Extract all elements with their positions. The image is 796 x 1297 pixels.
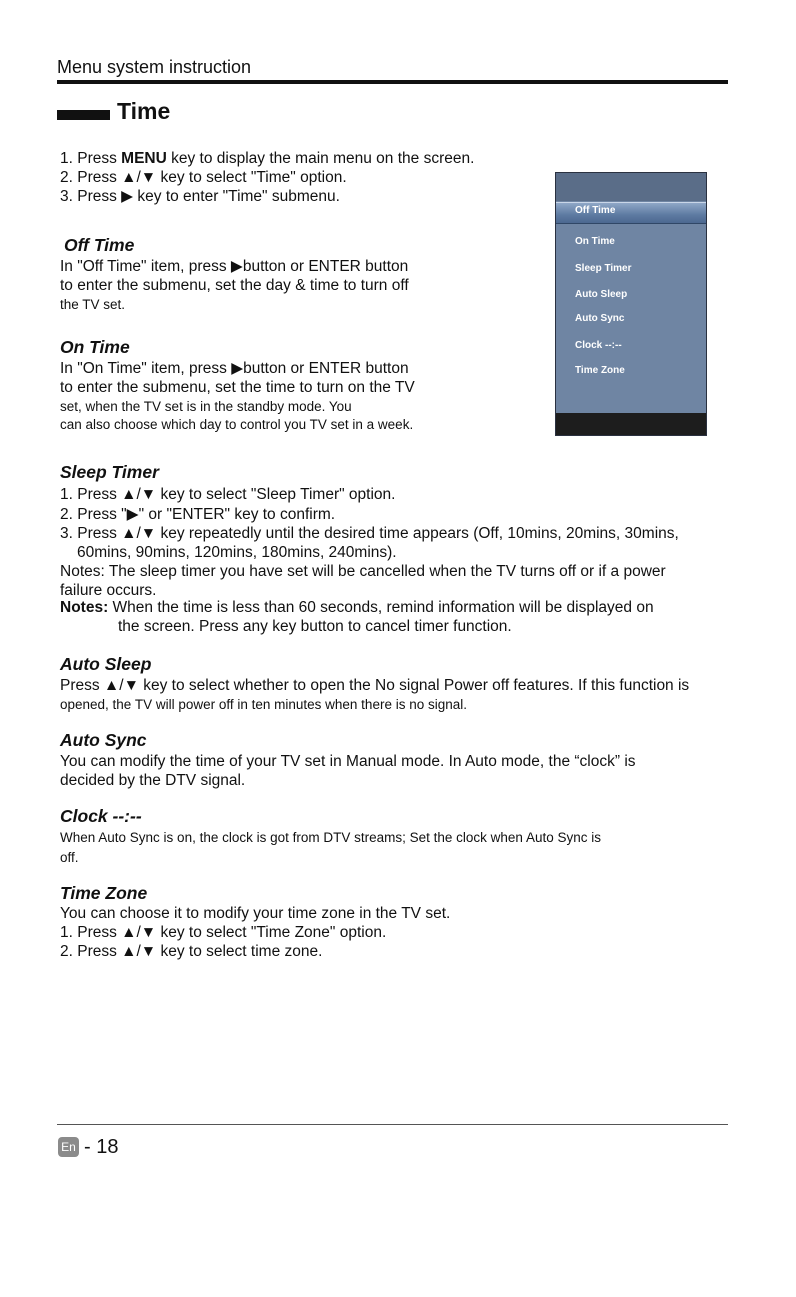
clock-heading: Clock --:-- xyxy=(60,806,142,826)
off-time-line-1: In "Off Time" item, press ▶button or ENTER button xyxy=(60,258,409,275)
time-zone-line-2: 1. Press ▲/▼ key to select "Time Zone" option. xyxy=(60,924,387,941)
sleep-timer-note-1-cont: failure occurs. xyxy=(60,582,157,599)
menu-item-auto-sync[interactable]: Auto Sync xyxy=(575,313,625,324)
clock-line-1: When Auto Sync is on, the clock is got from DTV streams; Set the clock when Auto Sync is xyxy=(60,830,601,845)
auto-sync-line-2: decided by the DTV signal. xyxy=(60,772,246,789)
off-time-line-2: to enter the submenu, set the day & time to turn off xyxy=(60,277,409,294)
time-zone-heading: Time Zone xyxy=(60,883,148,903)
menu-item-auto-sleep[interactable]: Auto Sleep xyxy=(575,289,628,300)
sleep-timer-line-3: 3. Press ▲/▼ key repeatedly until the desired time appears (Off, 10mins, 20mins, 30mins, xyxy=(60,525,679,542)
auto-sleep-line-2: opened, the TV will power off in ten minutes when there is no signal. xyxy=(60,697,467,712)
menu-item-sleep-timer[interactable]: Sleep Timer xyxy=(575,263,632,274)
menu-footer-band xyxy=(556,413,706,435)
sleep-timer-heading: Sleep Timer xyxy=(60,462,159,482)
intro-step-2: 2. Press ▲/▼ key to select "Time" option. xyxy=(60,169,347,186)
section-bar xyxy=(57,110,110,120)
auto-sleep-line-1: Press ▲/▼ key to select whether to open the No signal Power off features. If this function is xyxy=(60,677,690,694)
sleep-timer-line-1: 1. Press ▲/▼ key to select "Sleep Timer" option. xyxy=(60,486,396,503)
auto-sync-line-1: You can modify the time of your TV set in Manual mode. In Auto mode, the “clock” is xyxy=(60,753,636,770)
footer-rule xyxy=(57,1124,728,1125)
menu-item-off-time[interactable]: Off Time xyxy=(575,205,616,216)
notes-label: Notes: xyxy=(60,599,109,616)
time-zone-line-1: You can choose it to modify your time zone in the TV set. xyxy=(60,905,451,922)
sleep-timer-line-2: 2. Press "▶" or "ENTER" key to confirm. xyxy=(60,506,336,523)
sleep-timer-note-1: Notes: The sleep timer you have set will be cancelled when the TV turns off or if a power xyxy=(60,563,666,580)
intro-step-3: 3. Press ▶ key to enter "Time" submenu. xyxy=(60,188,340,205)
menu-item-clock[interactable]: Clock --:-- xyxy=(575,340,622,351)
on-time-line-3: set, when the TV set is in the standby mode. You xyxy=(60,399,352,414)
auto-sync-heading: Auto Sync xyxy=(60,730,147,750)
sleep-timer-line-4: 60mins, 90mins, 120mins, 180mins, 240mins). xyxy=(77,544,397,561)
header-title: Menu system instruction xyxy=(57,57,252,77)
section-title: Time xyxy=(117,98,171,124)
on-time-line-4: can also choose which day to control you TV set in a week. xyxy=(60,417,414,432)
on-time-line-2: to enter the submenu, set the time to turn on the TV xyxy=(60,379,415,396)
off-time-heading: Off Time xyxy=(64,235,135,255)
language-badge: En xyxy=(58,1137,79,1157)
intro-step-1: 1. Press MENU key to display the main menu on the screen. xyxy=(60,150,475,167)
on-time-heading: On Time xyxy=(60,337,130,357)
menu-item-time-zone[interactable]: Time Zone xyxy=(575,365,625,376)
off-time-line-3: the TV set. xyxy=(60,297,126,312)
menu-header-band xyxy=(556,173,706,201)
sleep-timer-note-2-cont: the screen. Press any key button to cancel timer function. xyxy=(118,618,512,635)
sleep-timer-note-2: Notes: When the time is less than 60 seconds, remind information will be displayed on xyxy=(60,599,654,616)
time-zone-line-3: 2. Press ▲/▼ key to select time zone. xyxy=(60,943,323,960)
header-rule xyxy=(57,80,728,84)
menu-item-on-time[interactable]: On Time xyxy=(575,236,615,247)
tv-time-menu xyxy=(555,172,707,436)
on-time-line-1: In "On Time" item, press ▶button or ENTER button xyxy=(60,360,409,377)
page-number: - 18 xyxy=(84,1136,119,1158)
clock-line-2: off. xyxy=(60,850,79,865)
auto-sleep-heading: Auto Sleep xyxy=(60,654,152,674)
menu-key: MENU xyxy=(121,150,167,167)
